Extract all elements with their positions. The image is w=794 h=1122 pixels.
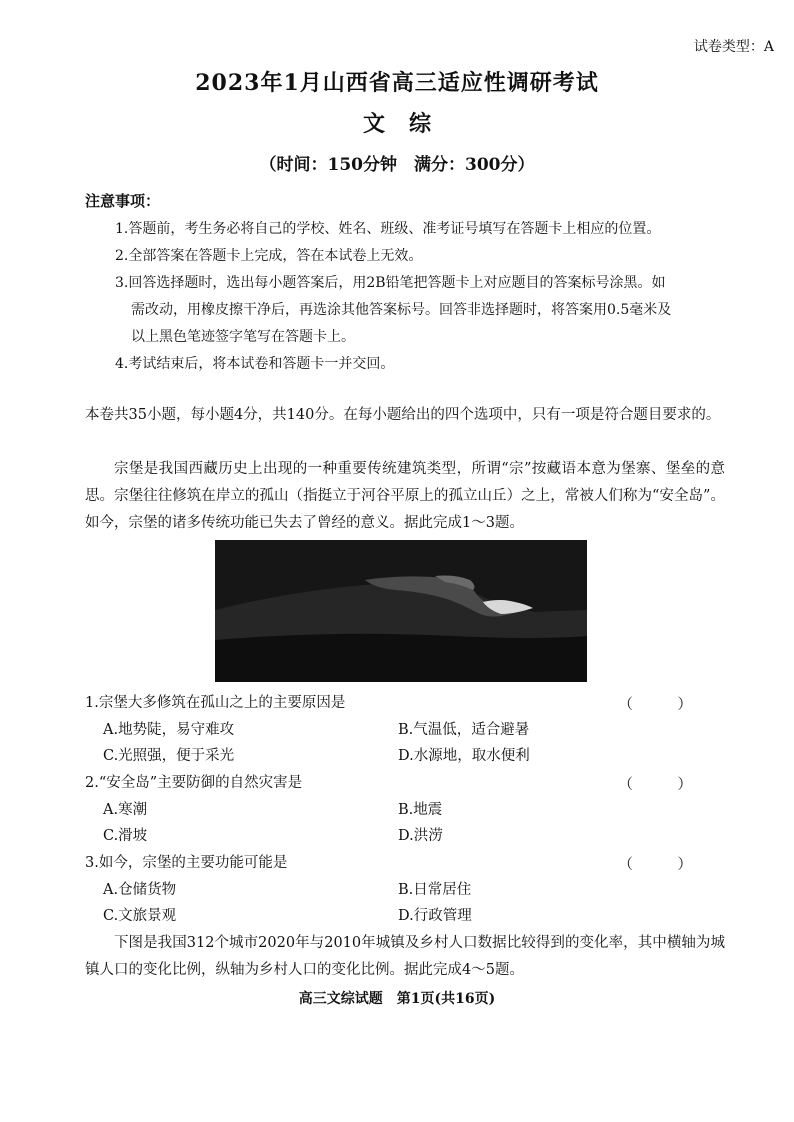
zongbao-photo-image xyxy=(215,540,587,682)
question-2-option-c: C.滑坡 xyxy=(103,828,148,844)
page-footer: 高三文综试题 第1页(共16页) xyxy=(298,991,496,1007)
exam-time-info: （时间：150分钟 满分：300分） xyxy=(259,155,535,175)
question-1-option-c: C.光照强，便于采光 xyxy=(103,748,235,764)
question-1-option-a: A.地势陡，易守难攻 xyxy=(103,722,235,738)
passage-population-chart-intro: 下图是我国312个城市2020年与2010年城镇及乡村人口数据比较得到的变化率，其中横轴为城镇人口的变化比例，纵轴为乡村人口的变化比例。据此完成4～5题。 xyxy=(85,935,725,978)
question-1-answer-paren: （ ） xyxy=(618,697,712,713)
question-2-stem: 2.“安全岛”主要防御的自然灾害是 xyxy=(85,775,303,791)
question-2-option-b: B.地震 xyxy=(398,802,443,818)
question-3-option-c: C.文旅景观 xyxy=(103,908,177,924)
question-3-stem: 3.如今，宗堡的主要功能可能是 xyxy=(85,855,288,871)
question-2-option-d: D.洪涝 xyxy=(398,828,443,844)
question-2-option-a: A.寒潮 xyxy=(103,802,148,818)
exam-title: 2023年1月山西省高三适应性调研考试 xyxy=(195,70,599,96)
question-2-answer-paren: （ ） xyxy=(618,777,712,793)
question-1-option-d: D.水源地，取水便利 xyxy=(398,748,530,764)
notice-item: 3.回答选择题时，选出每小题答案后，用2B铅笔把答题卡上对应题目的答案标号涂黑。如 xyxy=(115,275,666,291)
question-3-option-b: B.日常居住 xyxy=(398,882,472,898)
section-intro: 本卷共35小题，每小题4分，共140分。在每小题给出的四个选项中，只有一项是符合题目要求的。 xyxy=(85,407,721,423)
notice-item: 以上黑色笔迹签字笔写在答题卡上。 xyxy=(131,329,355,345)
notice-item: 2.全部答案在答题卡上完成，答在本试卷上无效。 xyxy=(115,248,423,264)
question-3-answer-paren: （ ） xyxy=(618,857,712,873)
notice-list xyxy=(115,216,725,378)
notice-item: 1.答题前，考生务必将自己的学校、姓名、班级、准考证号填写在答题卡上相应的位置。 xyxy=(115,221,661,237)
exam-subject: 文综 xyxy=(362,111,455,137)
question-1-option-b: B.气温低，适合避暑 xyxy=(398,722,530,738)
paper-type-label: 试卷类型：A xyxy=(693,39,774,55)
zongbao-photo xyxy=(215,540,587,682)
notice-item: 需改动，用橡皮擦干净后，再选涂其他答案标号。回答非选择题时，将答案用0.5毫米及 xyxy=(131,302,672,318)
question-3-option-d: D.行政管理 xyxy=(398,908,472,924)
notice-item: 4.考试结束后，将本试卷和答题卡一并交回。 xyxy=(115,356,395,372)
question-3-option-a: A.仓储货物 xyxy=(103,882,177,898)
notice-heading: 注意事项： xyxy=(85,192,161,210)
question-1-stem: 1.宗堡大多修筑在孤山之上的主要原因是 xyxy=(85,695,346,711)
passage-zongbao: 宗堡是我国西藏历史上出现的一种重要传统建筑类型，所谓“宗”按藏语本意为堡寨、堡垒的意思。宗堡往往修筑在岸立的孤山（指挺立于河谷平原上的孤立山丘）之上，常被人们称为“安全岛”。如今，宗堡的诸多传统功能已失去了曾经的意义。据此完成1～3题。 xyxy=(85,461,725,531)
